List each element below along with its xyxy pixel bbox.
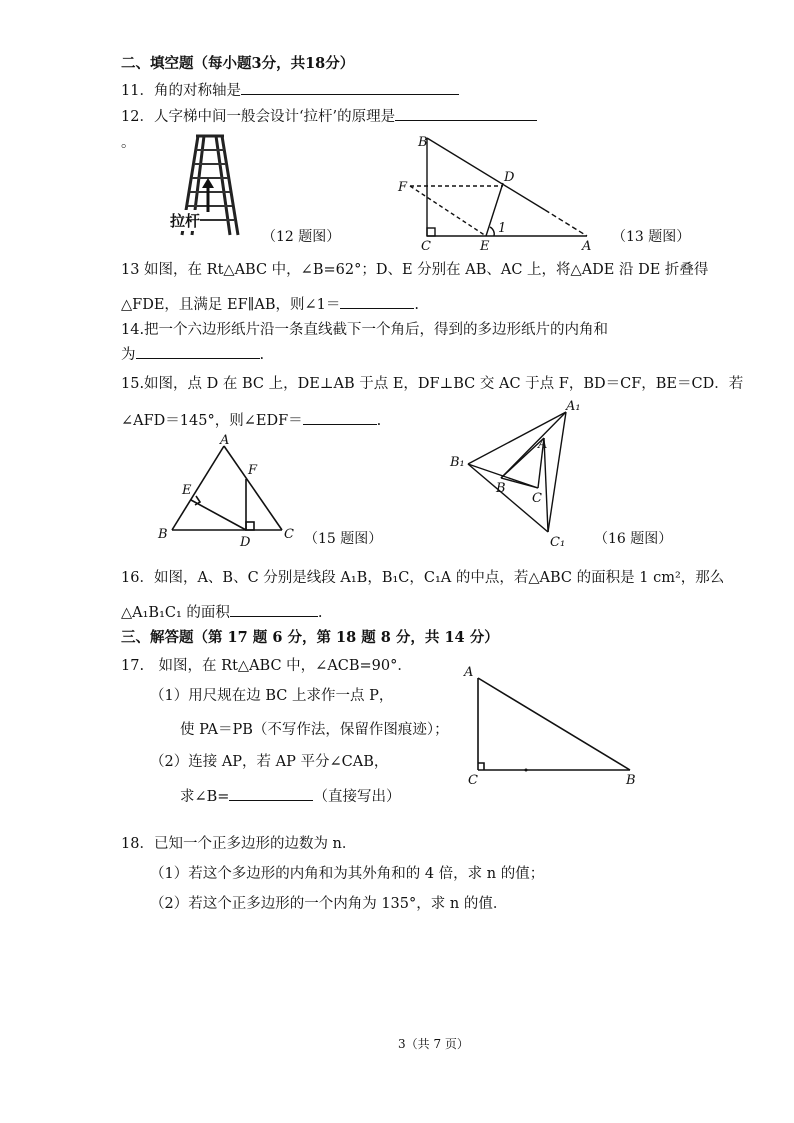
q13-line2-a: △FDE，且满足 EF∥AB，则∠1＝: [121, 297, 341, 313]
fig13-label-F: F: [398, 180, 408, 195]
q15-caption: （15 题图）: [304, 531, 383, 547]
fig13-label-A: A: [582, 239, 592, 254]
q14-blank: [136, 344, 260, 359]
edge-B-mid: [427, 138, 545, 210]
fig16-label-C1: C₁: [550, 535, 566, 550]
q13-blank: [340, 294, 414, 309]
q15-line2-b: .: [376, 413, 382, 429]
q17-part2: （2）连接 AP，若 AP 平分∠CAB，: [150, 754, 389, 770]
q17-part1: （1）用尺规在边 BC 上求作一点 P，: [150, 688, 394, 704]
fig16-label-B: B: [496, 481, 506, 496]
fig16-label-C: C: [532, 491, 542, 506]
fig15-label-A: A: [220, 434, 230, 448]
q12-caption: （12 题图）: [262, 229, 341, 245]
q16-blank: [230, 602, 318, 617]
q17-part2b-a: 求∠B=: [180, 789, 230, 805]
fig13-label-B: B: [418, 135, 428, 150]
q17-part1b: 使 PA＝PB（不写作法，保留作图痕迹）；: [180, 722, 449, 738]
q11-blank: [241, 80, 459, 95]
fig13-label-D: D: [504, 170, 515, 185]
fig17-label-A: A: [464, 665, 474, 680]
fig13-label-E: E: [480, 239, 490, 254]
edge-DE: [191, 500, 246, 530]
edge-AB: [478, 678, 630, 770]
figure-13: [390, 128, 610, 254]
q12-text: 12．人字梯中间一般会设计‘拉杆’的原理是: [121, 109, 396, 125]
q12-tail: 。: [121, 135, 136, 151]
edge-A1B1: [468, 412, 566, 464]
fig17-label-C: C: [468, 773, 478, 788]
figure-16: [446, 398, 586, 550]
ladder-label: 拉杆: [170, 212, 201, 230]
q17-stem: 17. 如图，在 Rt△ABC 中，∠ACB=90°．: [121, 658, 412, 674]
fig17-label-B: B: [626, 773, 636, 788]
q18-part1: （1）若这个多边形的内角和为其外角和的 4 倍，求 n 的值；: [150, 866, 545, 882]
edge-C1A: [544, 438, 548, 532]
page-number: 3（共 7 页）: [398, 1037, 469, 1051]
q14-line2-a: 为: [121, 347, 136, 363]
q15-line1: 15.如图，点 D 在 BC 上，DE⊥AB 于点 E，DF⊥BC 交 AC 于点 F，BD＝CF，BE＝CD．若: [121, 376, 744, 392]
q12: [121, 106, 537, 127]
fig15-label-C: C: [284, 527, 294, 542]
q13-line2-b: .: [414, 297, 419, 313]
q17-part2b-b: （直接写出）: [313, 789, 401, 805]
q15-line2-a: ∠AFD＝145°，则∠EDF＝: [121, 413, 303, 429]
fig13-label-1: 1: [498, 221, 507, 236]
section2-title: 二、填空题（每小题3分，共18分）: [121, 55, 355, 72]
q16-line2-a: △A₁B₁C₁ 的面积: [121, 605, 230, 621]
section3-title: 三、解答题（第 17 题 6 分，第 18 题 8 分，共 14 分）: [121, 629, 499, 646]
fig15-label-D: D: [240, 535, 251, 550]
q17-blank: [229, 786, 313, 801]
fig13-label-C: C: [421, 239, 431, 254]
fig15-label-E: E: [182, 483, 192, 498]
fig16-label-B1: B₁: [450, 455, 465, 470]
fig16-label-A: A: [538, 437, 548, 452]
q18-part2: （2）若这个正多边形的一个内角为 135°，求 n 的值．: [150, 896, 508, 912]
q15-line2: [121, 410, 381, 431]
q16-line1: 16．如图，A、B、C 分别是线段 A₁B，B₁C，C₁A 的中点，若△ABC 的面积是 1 cm²，那么: [121, 570, 725, 586]
q16-caption: （16 题图）: [594, 531, 673, 547]
fig15-label-F: F: [248, 463, 258, 478]
q13-line2: [121, 294, 419, 315]
edge-AC: [224, 446, 282, 530]
q17-part2b: [180, 786, 400, 807]
figure-17: [460, 662, 640, 790]
q12-blank: [395, 106, 537, 121]
q16-line2: [121, 602, 323, 623]
q16-line2-b: .: [317, 605, 323, 621]
q14-line2: [121, 344, 264, 365]
q14-line1: 14.把一个六边形纸片沿一条直线截下一个角后，得到的多边形纸片的内角和: [121, 322, 609, 338]
fig16-label-A1: A₁: [566, 399, 581, 414]
q14-line2-b: .: [259, 347, 265, 363]
edge-C1A1: [548, 412, 566, 532]
q11: [121, 80, 459, 101]
q13-line1: 13 如图，在 Rt△ABC 中，∠B=62°；D、E 分别在 AB、AC 上，将△ADE 沿 DE 折叠得: [121, 262, 709, 278]
q13-caption: （13 题图）: [612, 229, 691, 245]
q18-stem: 18．已知一个正多边形的边数为 n．: [121, 836, 357, 852]
edge-AB: [172, 446, 224, 530]
figure-15: [150, 434, 310, 550]
q15-blank: [303, 410, 377, 425]
q11-text: 11．角的对称轴是: [121, 83, 241, 99]
fig15-label-B: B: [158, 527, 168, 542]
